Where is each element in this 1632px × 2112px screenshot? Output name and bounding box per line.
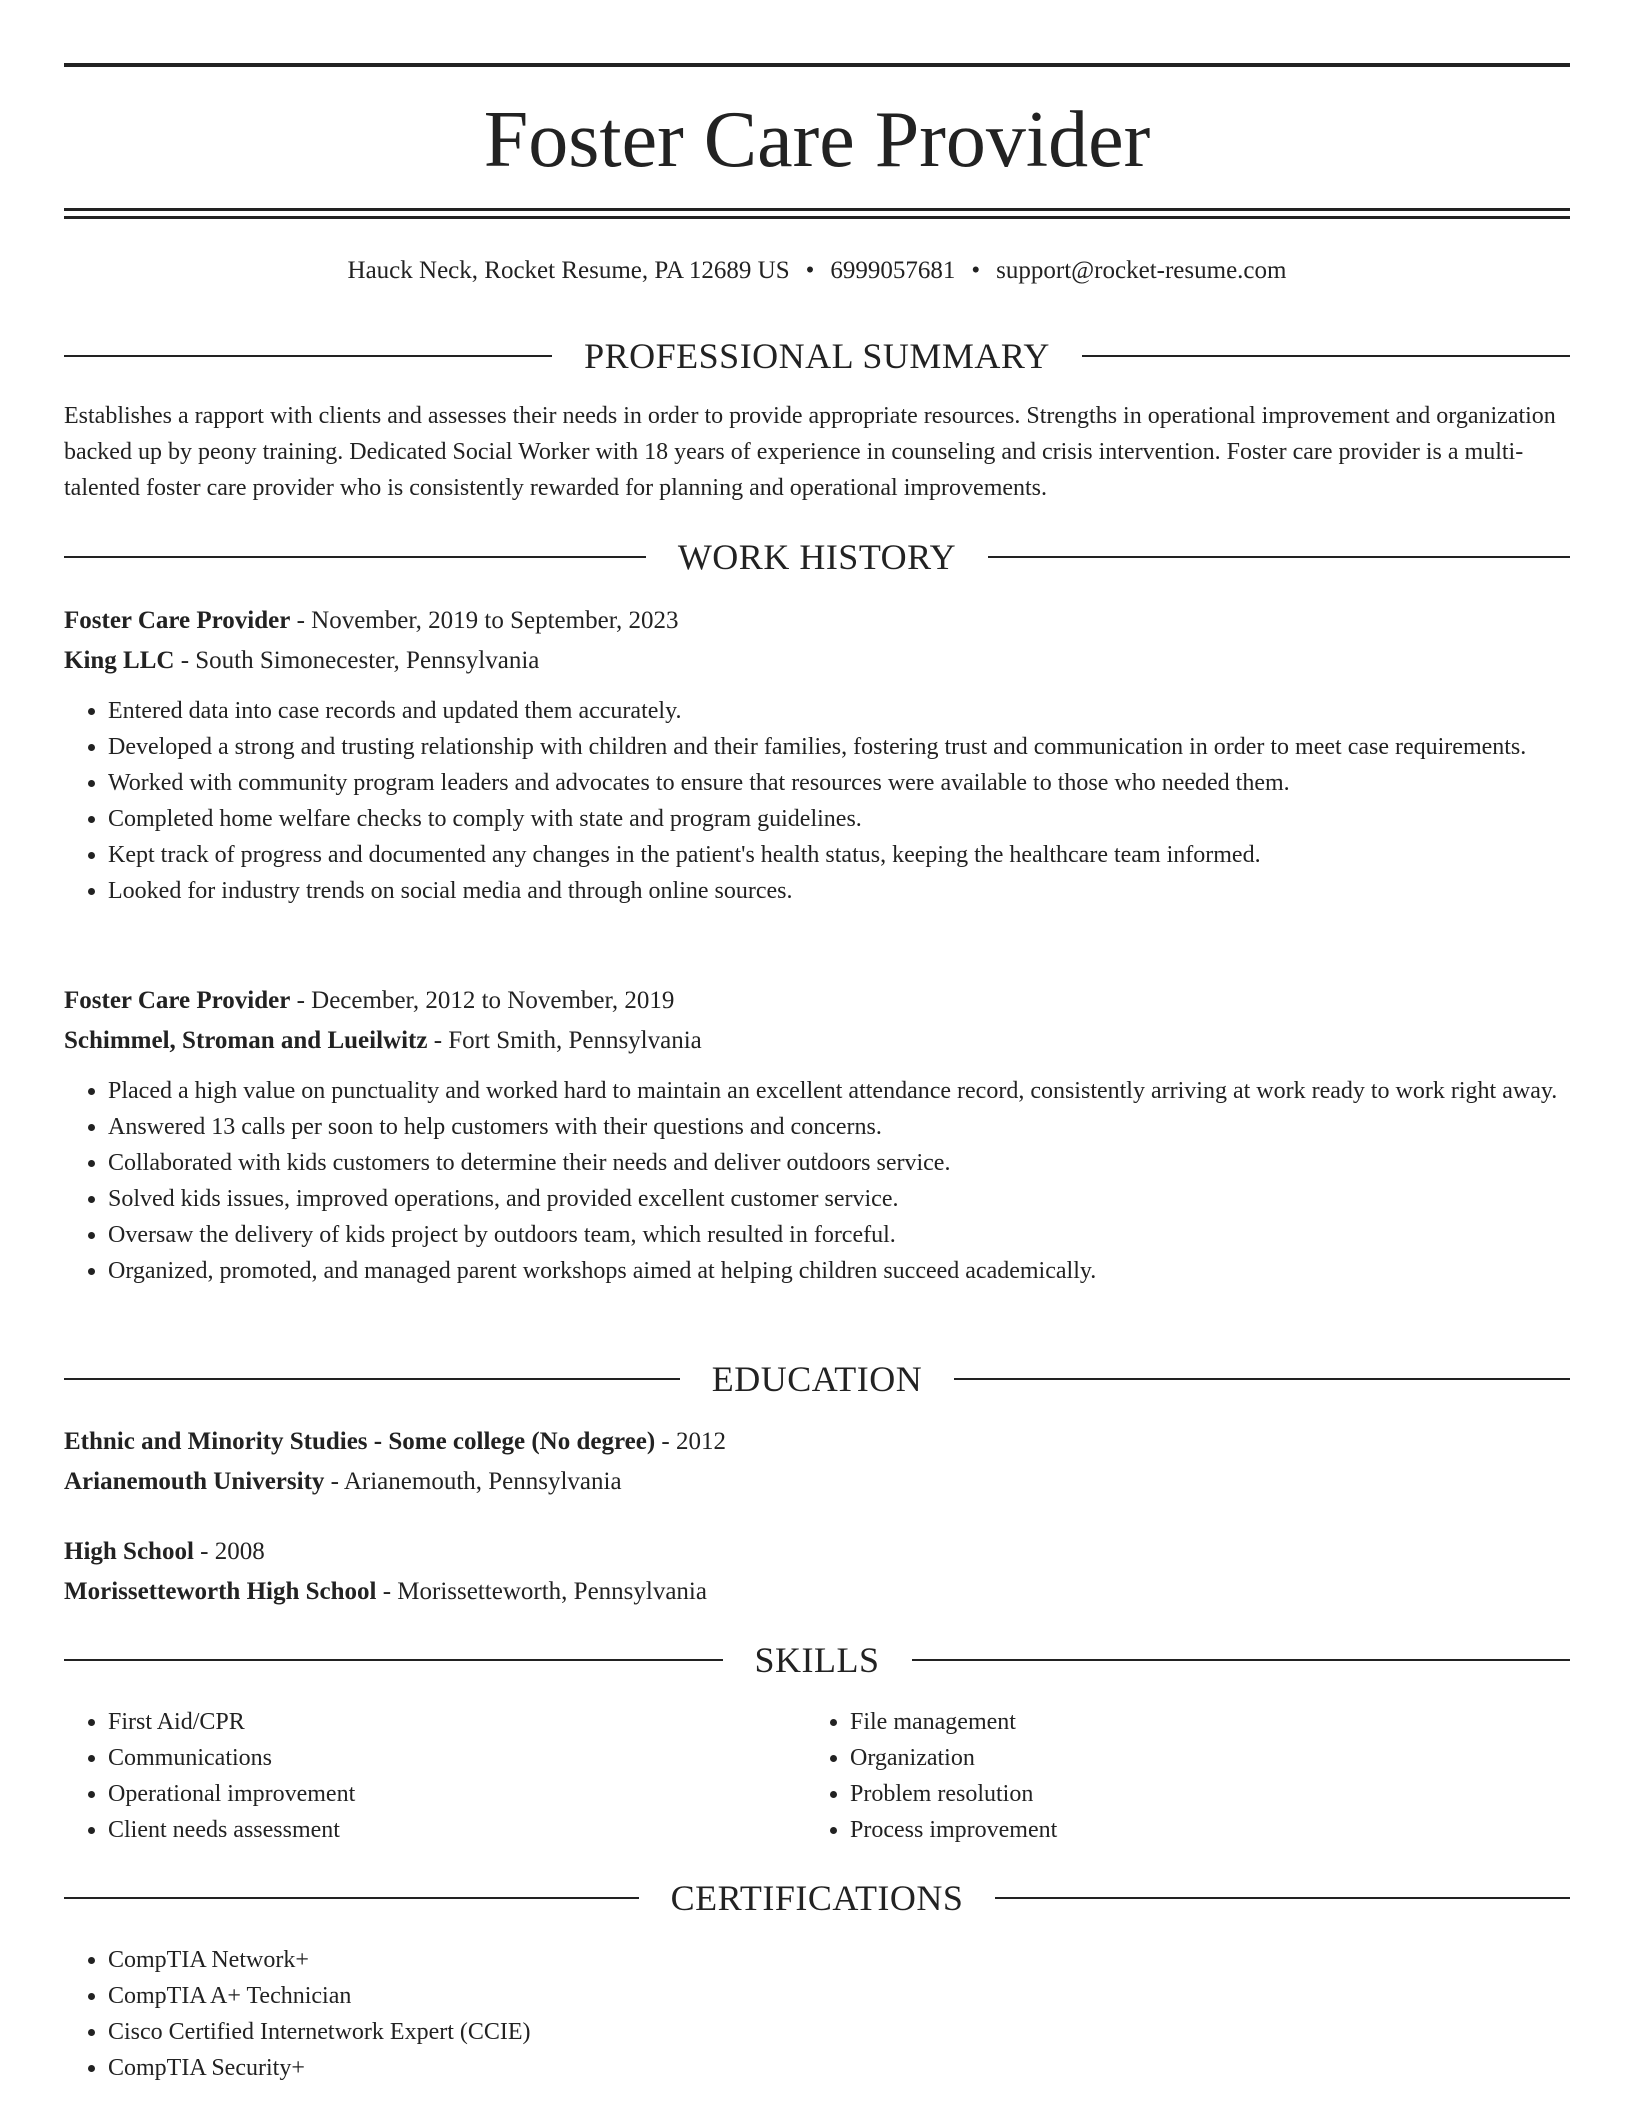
skill-item: • File management bbox=[850, 1704, 1506, 1740]
section-heading-work-history bbox=[64, 534, 1570, 580]
list-item: • Collaborated with kids customers to determine their needs and deliver outdoors service. bbox=[108, 1145, 1570, 1181]
list-item: • Entered data into case records and updated them accurately. bbox=[108, 693, 1570, 729]
education-degree: Ethnic and Minority Studies - Some college (No degree) bbox=[64, 1428, 656, 1455]
heading-rule-right bbox=[912, 1659, 1571, 1661]
section-title: WORK HISTORY bbox=[677, 537, 957, 577]
job-company-line bbox=[64, 641, 1570, 681]
education-degree-line bbox=[64, 1422, 1570, 1462]
heading-rule-left bbox=[64, 1659, 723, 1661]
certification-item: • CompTIA A+ Technician bbox=[108, 1978, 1570, 2014]
education-degree: High School bbox=[64, 1538, 194, 1565]
contact-phone: 6999057681 bbox=[830, 257, 956, 284]
education-school: Morissetteworth High School bbox=[64, 1578, 377, 1605]
section-title: SKILLS bbox=[754, 1640, 880, 1680]
job-entry bbox=[64, 601, 1570, 909]
section-title: PROFESSIONAL SUMMARY bbox=[584, 336, 1050, 376]
certification-item: • Cisco Certified Internetwork Expert (CCIE) bbox=[108, 2014, 1570, 2050]
skill-item: • Communications bbox=[108, 1740, 764, 1776]
skills-list bbox=[806, 1704, 1506, 1848]
heading-rule-left bbox=[64, 1378, 680, 1380]
education-year: - 2012 bbox=[655, 1428, 726, 1455]
job-bullets bbox=[64, 1073, 1570, 1289]
contact-address: Hauck Neck, Rocket Resume, PA 12689 US bbox=[347, 257, 790, 284]
job-dates: - December, 2012 to November, 2019 bbox=[290, 987, 675, 1014]
skill-item: • Process improvement bbox=[850, 1812, 1506, 1848]
contact-email: support@rocket-resume.com bbox=[996, 257, 1287, 284]
skill-item: • Operational improvement bbox=[108, 1776, 764, 1812]
contact-separator: • bbox=[971, 257, 981, 284]
list-item: • Solved kids issues, improved operations, and provided excellent customer service. bbox=[108, 1181, 1570, 1217]
list-item: • Placed a high value on punctuality and worked hard to maintain an excellent attendance record, consistently arriving at work ready to work right away. bbox=[108, 1073, 1570, 1109]
contact-separator: • bbox=[805, 257, 815, 284]
list-item: • Oversaw the delivery of kids project by outdoors team, which resulted in forceful. bbox=[108, 1217, 1570, 1253]
header-top-rule bbox=[64, 63, 1570, 67]
section-title: EDUCATION bbox=[711, 1359, 923, 1399]
section-heading-certifications bbox=[64, 1875, 1570, 1921]
job-title-line bbox=[64, 981, 1570, 1021]
job-dates: - November, 2019 to September, 2023 bbox=[290, 607, 679, 634]
job-company: King LLC bbox=[64, 647, 175, 674]
skills-column-right bbox=[806, 1704, 1506, 1848]
page-title: Foster Care Provider bbox=[483, 96, 1151, 184]
job-entry bbox=[64, 981, 1570, 1289]
job-title-line bbox=[64, 601, 1570, 641]
list-item: • Worked with community program leaders and advocates to ensure that resources were available to those who needed them. bbox=[108, 765, 1570, 801]
section-heading-education bbox=[64, 1356, 1570, 1402]
heading-rule-right bbox=[954, 1378, 1570, 1380]
skill-item: • First Aid/CPR bbox=[108, 1704, 764, 1740]
certification-item: • CompTIA Network+ bbox=[108, 1942, 1570, 1978]
education-entry bbox=[64, 1532, 1570, 1612]
skill-item: • Organization bbox=[850, 1740, 1506, 1776]
job-title: Foster Care Provider bbox=[64, 987, 291, 1014]
job-title: Foster Care Provider bbox=[64, 607, 291, 634]
header-double-rule-bottom bbox=[64, 216, 1570, 219]
list-item: • Completed home welfare checks to comply with state and program guidelines. bbox=[108, 801, 1570, 837]
heading-rule-right bbox=[988, 556, 1570, 558]
skills-column-left bbox=[64, 1704, 764, 1848]
education-school-line bbox=[64, 1572, 1570, 1612]
list-item: • Organized, promoted, and managed parent workshops aimed at helping children succeed academically. bbox=[108, 1253, 1570, 1289]
job-company: Schimmel, Stroman and Lueilwitz bbox=[64, 1027, 428, 1054]
list-item: • Developed a strong and trusting relationship with children and their families, fostering trust and communication in order to meet case requirements. bbox=[108, 729, 1570, 765]
education-year: - 2008 bbox=[193, 1538, 265, 1565]
education-location: - Arianemouth, Pennsylvania bbox=[324, 1468, 622, 1495]
list-item: • Answered 13 calls per soon to help customers with their questions and concerns. bbox=[108, 1109, 1570, 1145]
heading-rule-left bbox=[64, 556, 646, 558]
job-location: - South Simonecester, Pennsylvania bbox=[174, 647, 540, 674]
summary-section bbox=[64, 398, 1570, 506]
list-item: • Looked for industry trends on social media and through online sources. bbox=[108, 873, 1570, 909]
header-double-rule-top bbox=[64, 208, 1570, 211]
skill-item: • Client needs assessment bbox=[108, 1812, 764, 1848]
skill-item: • Problem resolution bbox=[850, 1776, 1506, 1812]
section-title: CERTIFICATIONS bbox=[670, 1878, 964, 1918]
section-heading-skills bbox=[64, 1637, 1570, 1683]
skills-list bbox=[64, 1704, 764, 1848]
job-company-line bbox=[64, 1021, 1570, 1061]
heading-rule-left bbox=[64, 1897, 639, 1899]
education-entry bbox=[64, 1422, 1570, 1502]
education-school-line bbox=[64, 1462, 1570, 1502]
list-item: • Kept track of progress and documented any changes in the patient's health status, keeping the healthcare team informed. bbox=[108, 837, 1570, 873]
certifications-section bbox=[64, 1942, 1570, 2086]
job-bullets bbox=[64, 693, 1570, 909]
heading-rule-right bbox=[1082, 355, 1570, 357]
heading-rule-right bbox=[995, 1897, 1570, 1899]
contact-line bbox=[64, 253, 1570, 289]
job-location: - Fort Smith, Pennsylvania bbox=[427, 1027, 702, 1054]
education-location: - Morissetteworth, Pennsylvania bbox=[376, 1578, 707, 1605]
heading-rule-left bbox=[64, 355, 552, 357]
certification-item: • CompTIA Security+ bbox=[108, 2050, 1570, 2086]
section-heading-summary bbox=[64, 333, 1570, 379]
summary-text: Establishes a rapport with clients and assesses their needs in order to provide appropriate resources. Strengths in operational improvement and organization backed up by peony training. Dedicated Social Worker with 18 years of experience in counseling and crisis intervention. Foster care provider is a multi-talented foster care provider who is consistently rewarded for planning and operational improvements. bbox=[64, 403, 1556, 501]
education-school: Arianemouth University bbox=[64, 1468, 325, 1495]
certifications-list bbox=[64, 1942, 1570, 2086]
education-degree-line bbox=[64, 1532, 1570, 1572]
